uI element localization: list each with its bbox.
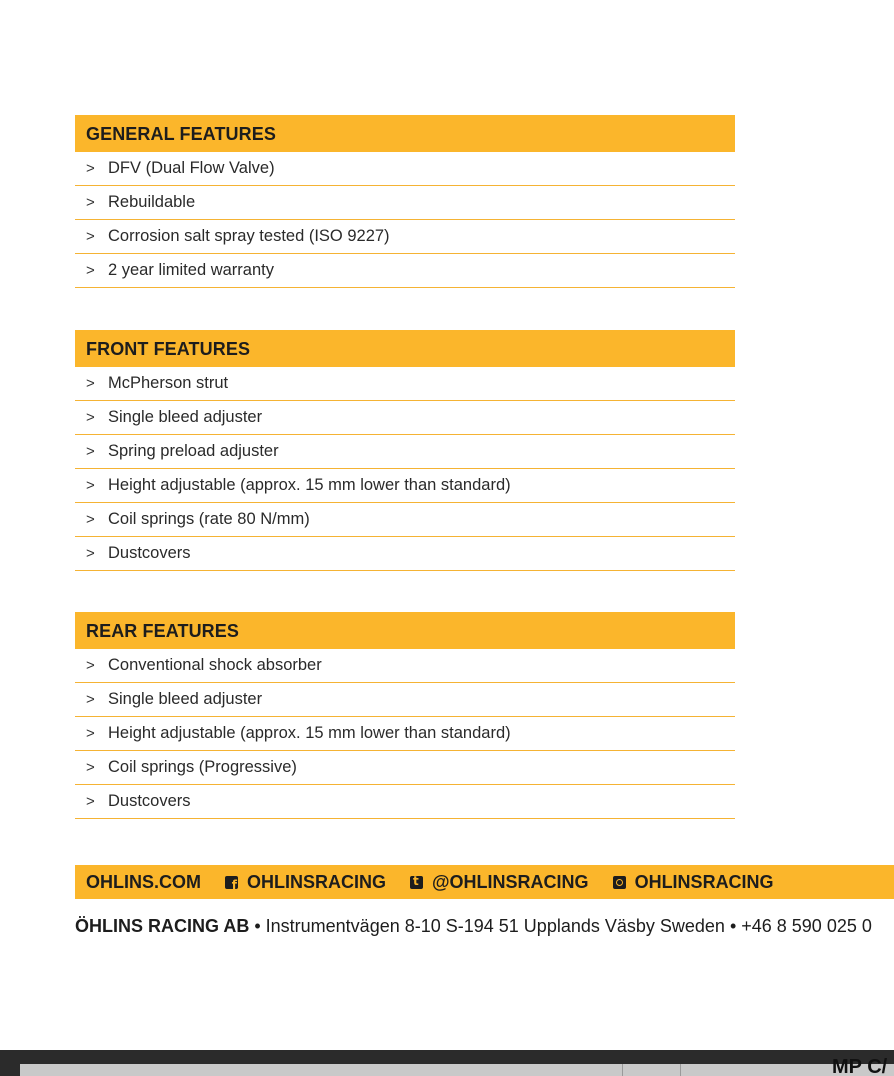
chevron-right-icon: > (86, 228, 95, 245)
feature-label: Conventional shock absorber (108, 656, 322, 674)
viewer-bottom-bar (0, 1050, 894, 1076)
list-item (75, 401, 735, 435)
feature-label: McPherson strut (108, 374, 229, 392)
company-name: ÖHLINS RACING AB (75, 916, 250, 936)
list-item (75, 220, 735, 254)
feature-label: Single bleed adjuster (108, 690, 263, 708)
general-features-section (75, 115, 735, 288)
facebook-link[interactable] (225, 872, 386, 893)
list-item (75, 717, 735, 751)
divider (680, 1064, 681, 1076)
chevron-right-icon: > (86, 262, 95, 279)
next-page-strip (20, 1064, 894, 1076)
website-label: OHLINS.COM (86, 871, 201, 892)
chevron-right-icon: > (86, 793, 95, 810)
list-item (75, 649, 735, 683)
list-item (75, 537, 735, 571)
facebook-label: OHLINSRACING (247, 871, 386, 892)
feature-label: DFV (Dual Flow Valve) (108, 159, 275, 177)
website-link[interactable] (86, 872, 201, 893)
twitter-label: @OHLINSRACING (432, 871, 589, 892)
instagram-link[interactable] (613, 872, 774, 893)
chevron-right-icon: > (86, 375, 95, 392)
feature-label: Coil springs (rate 80 N/mm) (108, 510, 310, 528)
feature-label: Dustcovers (108, 792, 191, 810)
feature-label: Coil springs (Progressive) (108, 758, 297, 776)
rear-features-title: REAR FEATURES (75, 612, 735, 649)
list-item (75, 469, 735, 503)
divider (622, 1064, 623, 1076)
chevron-right-icon: > (86, 759, 95, 776)
chevron-right-icon: > (86, 657, 95, 674)
chevron-right-icon: > (86, 511, 95, 528)
list-item (75, 435, 735, 469)
list-item (75, 751, 735, 785)
list-item (75, 683, 735, 717)
twitter-icon (410, 876, 423, 889)
front-features-section (75, 330, 735, 571)
rear-features-list (75, 649, 735, 819)
footer-social-bar (75, 865, 894, 899)
twitter-link[interactable] (410, 872, 589, 893)
list-item (75, 254, 735, 288)
front-features-title: FRONT FEATURES (75, 330, 735, 367)
list-item (75, 503, 735, 537)
chevron-right-icon: > (86, 477, 95, 494)
chevron-right-icon: > (86, 691, 95, 708)
feature-label: Spring preload adjuster (108, 442, 279, 460)
facebook-icon (225, 876, 238, 889)
instagram-label: OHLINSRACING (634, 871, 774, 892)
feature-label: Height adjustable (approx. 15 mm lower than standard) (108, 476, 511, 494)
feature-label: Height adjustable (approx. 15 mm lower than standard) (108, 724, 511, 742)
chevron-right-icon: > (86, 725, 95, 742)
chevron-right-icon: > (86, 443, 95, 460)
company-address (75, 916, 894, 937)
list-item (75, 785, 735, 819)
list-item (75, 152, 735, 186)
general-features-title: GENERAL FEATURES (75, 115, 735, 152)
feature-label: Single bleed adjuster (108, 408, 263, 426)
front-features-list (75, 367, 735, 571)
instagram-icon (613, 876, 626, 889)
chevron-right-icon: > (86, 194, 95, 211)
next-page-heading: MP C/ (832, 1056, 888, 1076)
chevron-right-icon: > (86, 409, 95, 426)
feature-label: 2 year limited warranty (108, 261, 274, 279)
chevron-right-icon: > (86, 160, 95, 177)
feature-label: Dustcovers (108, 544, 191, 562)
feature-label: Corrosion salt spray tested (ISO 9227) (108, 227, 390, 245)
list-item (75, 367, 735, 401)
address-details: • Instrumentvägen 8-10 S-194 51 Upplands Väsby Sweden • +46 8 590 025 0 (249, 916, 872, 936)
list-item (75, 186, 735, 220)
feature-label: Rebuildable (108, 193, 196, 211)
chevron-right-icon: > (86, 545, 95, 562)
rear-features-section (75, 612, 735, 819)
general-features-list (75, 152, 735, 288)
